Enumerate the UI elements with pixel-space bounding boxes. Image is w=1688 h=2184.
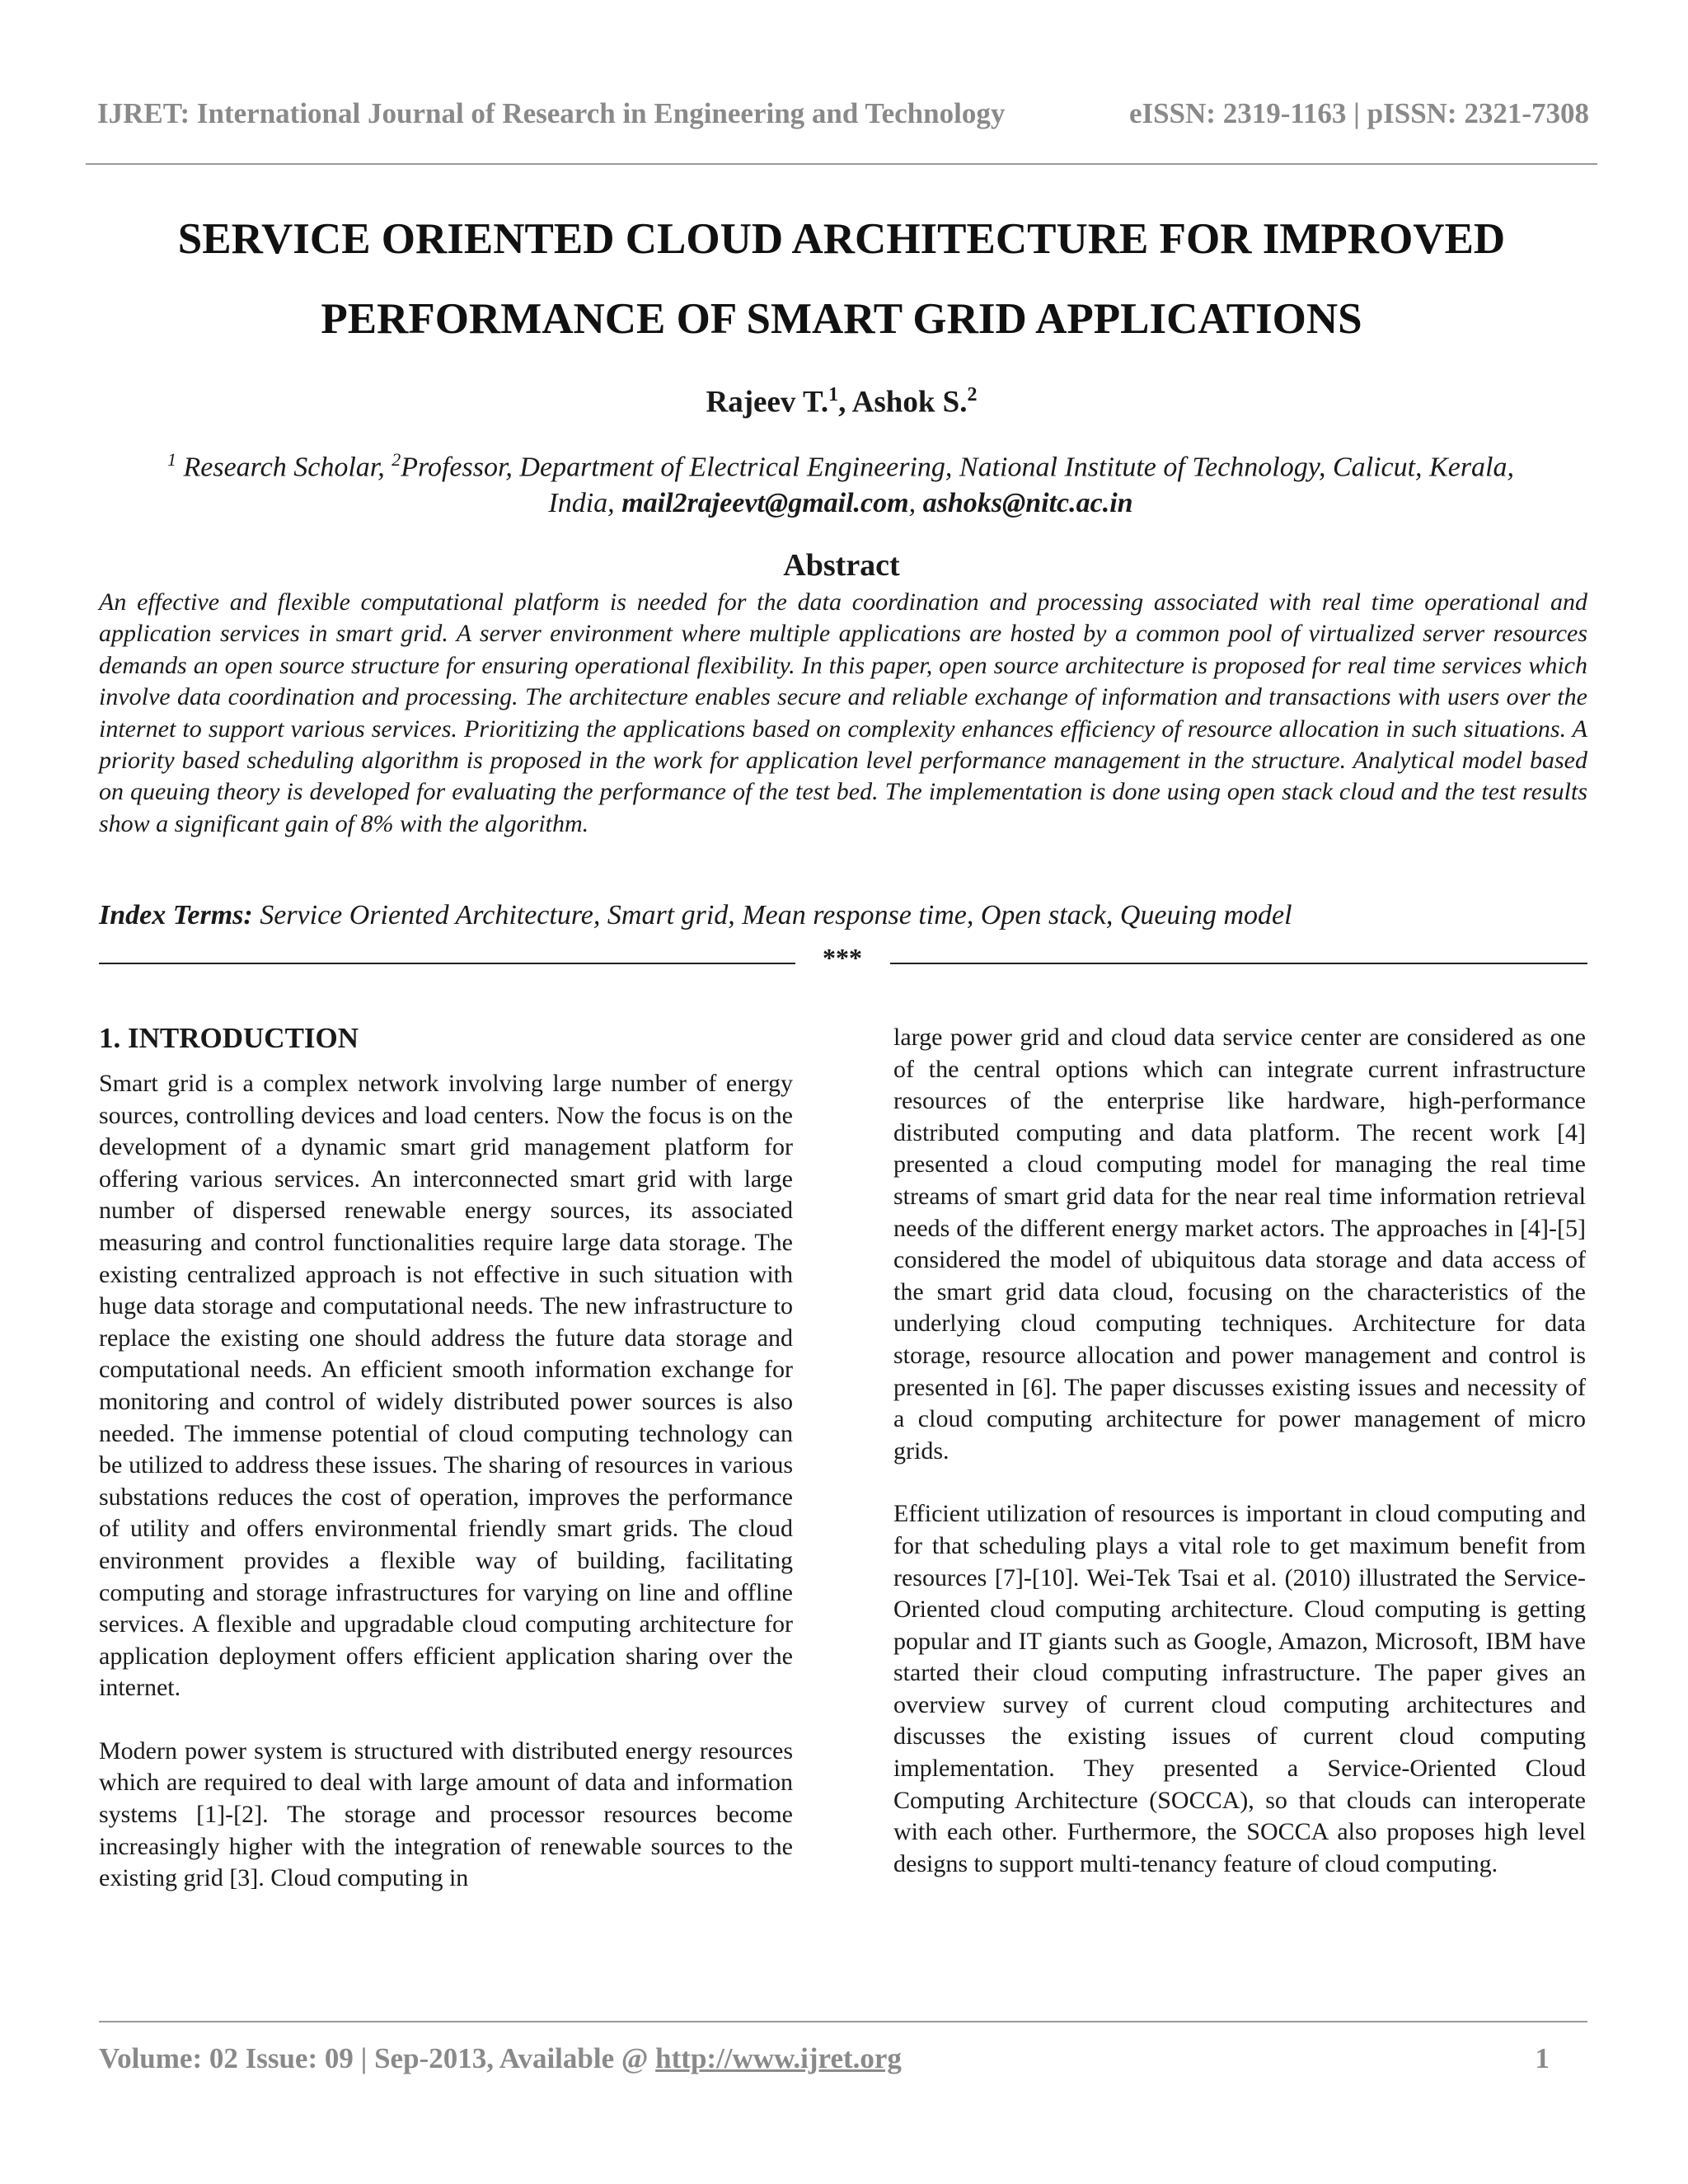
- affil-country: India,: [548, 488, 622, 519]
- email-2[interactable]: ashoks@nitc.ac.in: [922, 488, 1133, 519]
- index-terms-label: Index Terms:: [99, 900, 253, 930]
- author-1: Rajeev T.: [706, 385, 829, 419]
- left-column: [99, 1022, 793, 1895]
- index-terms: [99, 900, 1587, 931]
- affiliation: [99, 442, 1582, 522]
- body-paragraph: large power grid and cloud data service center are considered as one of the central options which can integrate current infrastructure resources of the enterprise like hardware, high-performance distributed computing and data platform. The recent work [4] presented a cloud computing model for managing the real time streams of smart grid data for the near real time information retrieval needs of the different energy market actors. The approaches in [4]-[5] considered the model of ubiquitous data storage and data access of the smart grid data cloud, focusing on the characteristics of the underlying cloud computing techniques. Architecture for data storage, resource allocation and power management and control is presented in [6]. The paper discusses existing issues and necessity of a cloud computing architecture for power management of micro grids.: [893, 1024, 1586, 1465]
- footer-link[interactable]: http://www.ijret.org: [655, 2042, 902, 2074]
- abstract-heading: Abstract: [783, 548, 900, 583]
- running-footer: [99, 2042, 1550, 2075]
- affil-sup-1: 1: [166, 449, 176, 470]
- affil-role-2: Professor, Department of Electrical Engineering, National Institute of Technology, Calicut, Kerala,: [401, 452, 1515, 483]
- page-number: 1: [1535, 2042, 1550, 2074]
- footer-volume: Volume: 02 Issue: 09 | Sep-2013, Available @: [99, 2042, 656, 2074]
- journal-name: IJRET: International Journal of Research in Engineering and Technology: [97, 97, 1006, 129]
- author-2: Ashok S.: [851, 385, 968, 419]
- body-paragraph: Smart grid is a complex network involving large number of energy sources, controlling devices and load centers. Now the focus is on the development of a dynamic smart grid management platform for offering various services. An interconnected smart grid with large number of dispersed renewable energy sources, its associated measuring and control functionalities require large data storage. The existing centralized approach is not effective in such situation with huge data storage and computational needs. The new infrastructure to replace the existing one should address the future data storage and computational needs. An efficient smooth information exchange for monitoring and control of widely distributed power sources is also needed. The immense potential of cloud computing technology can be utilized to address these issues. The sharing of resources in various substations reduces the cost of operation, improves the performance of utility and offers environmental friendly smart grids. The cloud environment provides a flexible way of building, facilitating computing and storage infrastructures for varying on line and offline services. A flexible and upgradable cloud computing architecture for application deployment offers efficient application sharing over the internet.: [99, 1070, 793, 1702]
- section-divider: [99, 943, 1587, 972]
- title-line-1: SERVICE ORIENTED CLOUD ARCHITECTURE FOR IMPROVED: [177, 215, 1506, 263]
- divider-line-right: [890, 963, 1587, 964]
- issn-info: eISSN: 2319-1163 | pISSN: 2321-7308: [1128, 97, 1589, 129]
- header-rule: [86, 163, 1597, 165]
- body-paragraph: Modern power system is structured with distributed energy resources which are required to deal with large amount of data and information systems [1]-[2]. The storage and processor resources become increasingly higher with the integration of renewable sources to the existing grid [3]. Cloud computing in: [99, 1736, 793, 1892]
- email-separator: ,: [908, 488, 923, 519]
- section-heading: 1. INTRODUCTION: [99, 1022, 359, 1054]
- divider-stars: ***: [823, 943, 862, 972]
- abstract-text: An effective and flexible computational platform is needed for the data coordination and processing associated with real time operational and application services in smart grid. A server environment where multiple applications are hosted by a common pool of virtualized server resources demands an open source structure for ensuring operational flexibility. In this paper, open source architecture is proposed for real time services which involve data coordination and processing. The architecture enables secure and reliable exchange of information and transactions with users over the internet to support various services. Prioritizing the applications based on complexity enhances efficiency of resource allocation in such situations. A priority based scheduling algorithm is proposed in the work for application level performance management in the structure. Analytical model based on queuing theory is developed for evaluating the performance of the test bed. The implementation is done using open stack cloud and the test results show a significant gain of 8% with the algorithm.: [99, 588, 1587, 837]
- affil-sup-2: 2: [392, 449, 401, 470]
- authors: [86, 384, 1597, 419]
- body-paragraph: Efficient utilization of resources is important in cloud computing and for that scheduling plays a vital role to get maximum benefit from resources [7]-[10]. Wei-Tek Tsai et al. (2010) illustrated the Service-Oriented cloud computing architecture. Cloud computing is getting popular and IT giants such as Google, Amazon, Microsoft, IBM have started their cloud computing infrastructure. The paper gives an overview survey of current cloud computing architectures and discusses the existing issues of current cloud computing implementation. They presented a Service-Oriented Cloud Computing Architecture (SOCCA), so that clouds can interoperate with each other. Furthermore, the SOCCA also proposes high level designs to support multi-tenancy feature of cloud computing.: [893, 1500, 1586, 1877]
- footer-volume-info: [99, 2042, 902, 2075]
- author-1-sup: 1: [828, 384, 839, 405]
- index-terms-text: Service Oriented Architecture, Smart grid, Mean response time, Open stack, Queuing model: [252, 900, 1292, 930]
- email-1[interactable]: mail2rajeevt@gmail.com: [621, 488, 909, 519]
- author-separator: ,: [838, 385, 852, 419]
- right-column: [893, 1022, 1586, 1880]
- footer-rule: [99, 2021, 1587, 2022]
- affiliation-line-1: [99, 442, 1582, 485]
- affil-role-1: Research Scholar,: [176, 452, 392, 483]
- paper-title: [86, 199, 1597, 359]
- running-header: [97, 97, 1589, 130]
- affiliation-line-2: [99, 485, 1582, 522]
- author-2-sup: 2: [967, 384, 978, 405]
- title-line-2: PERFORMANCE OF SMART GRID APPLICATIONS: [321, 295, 1362, 343]
- divider-line-left: [99, 963, 795, 964]
